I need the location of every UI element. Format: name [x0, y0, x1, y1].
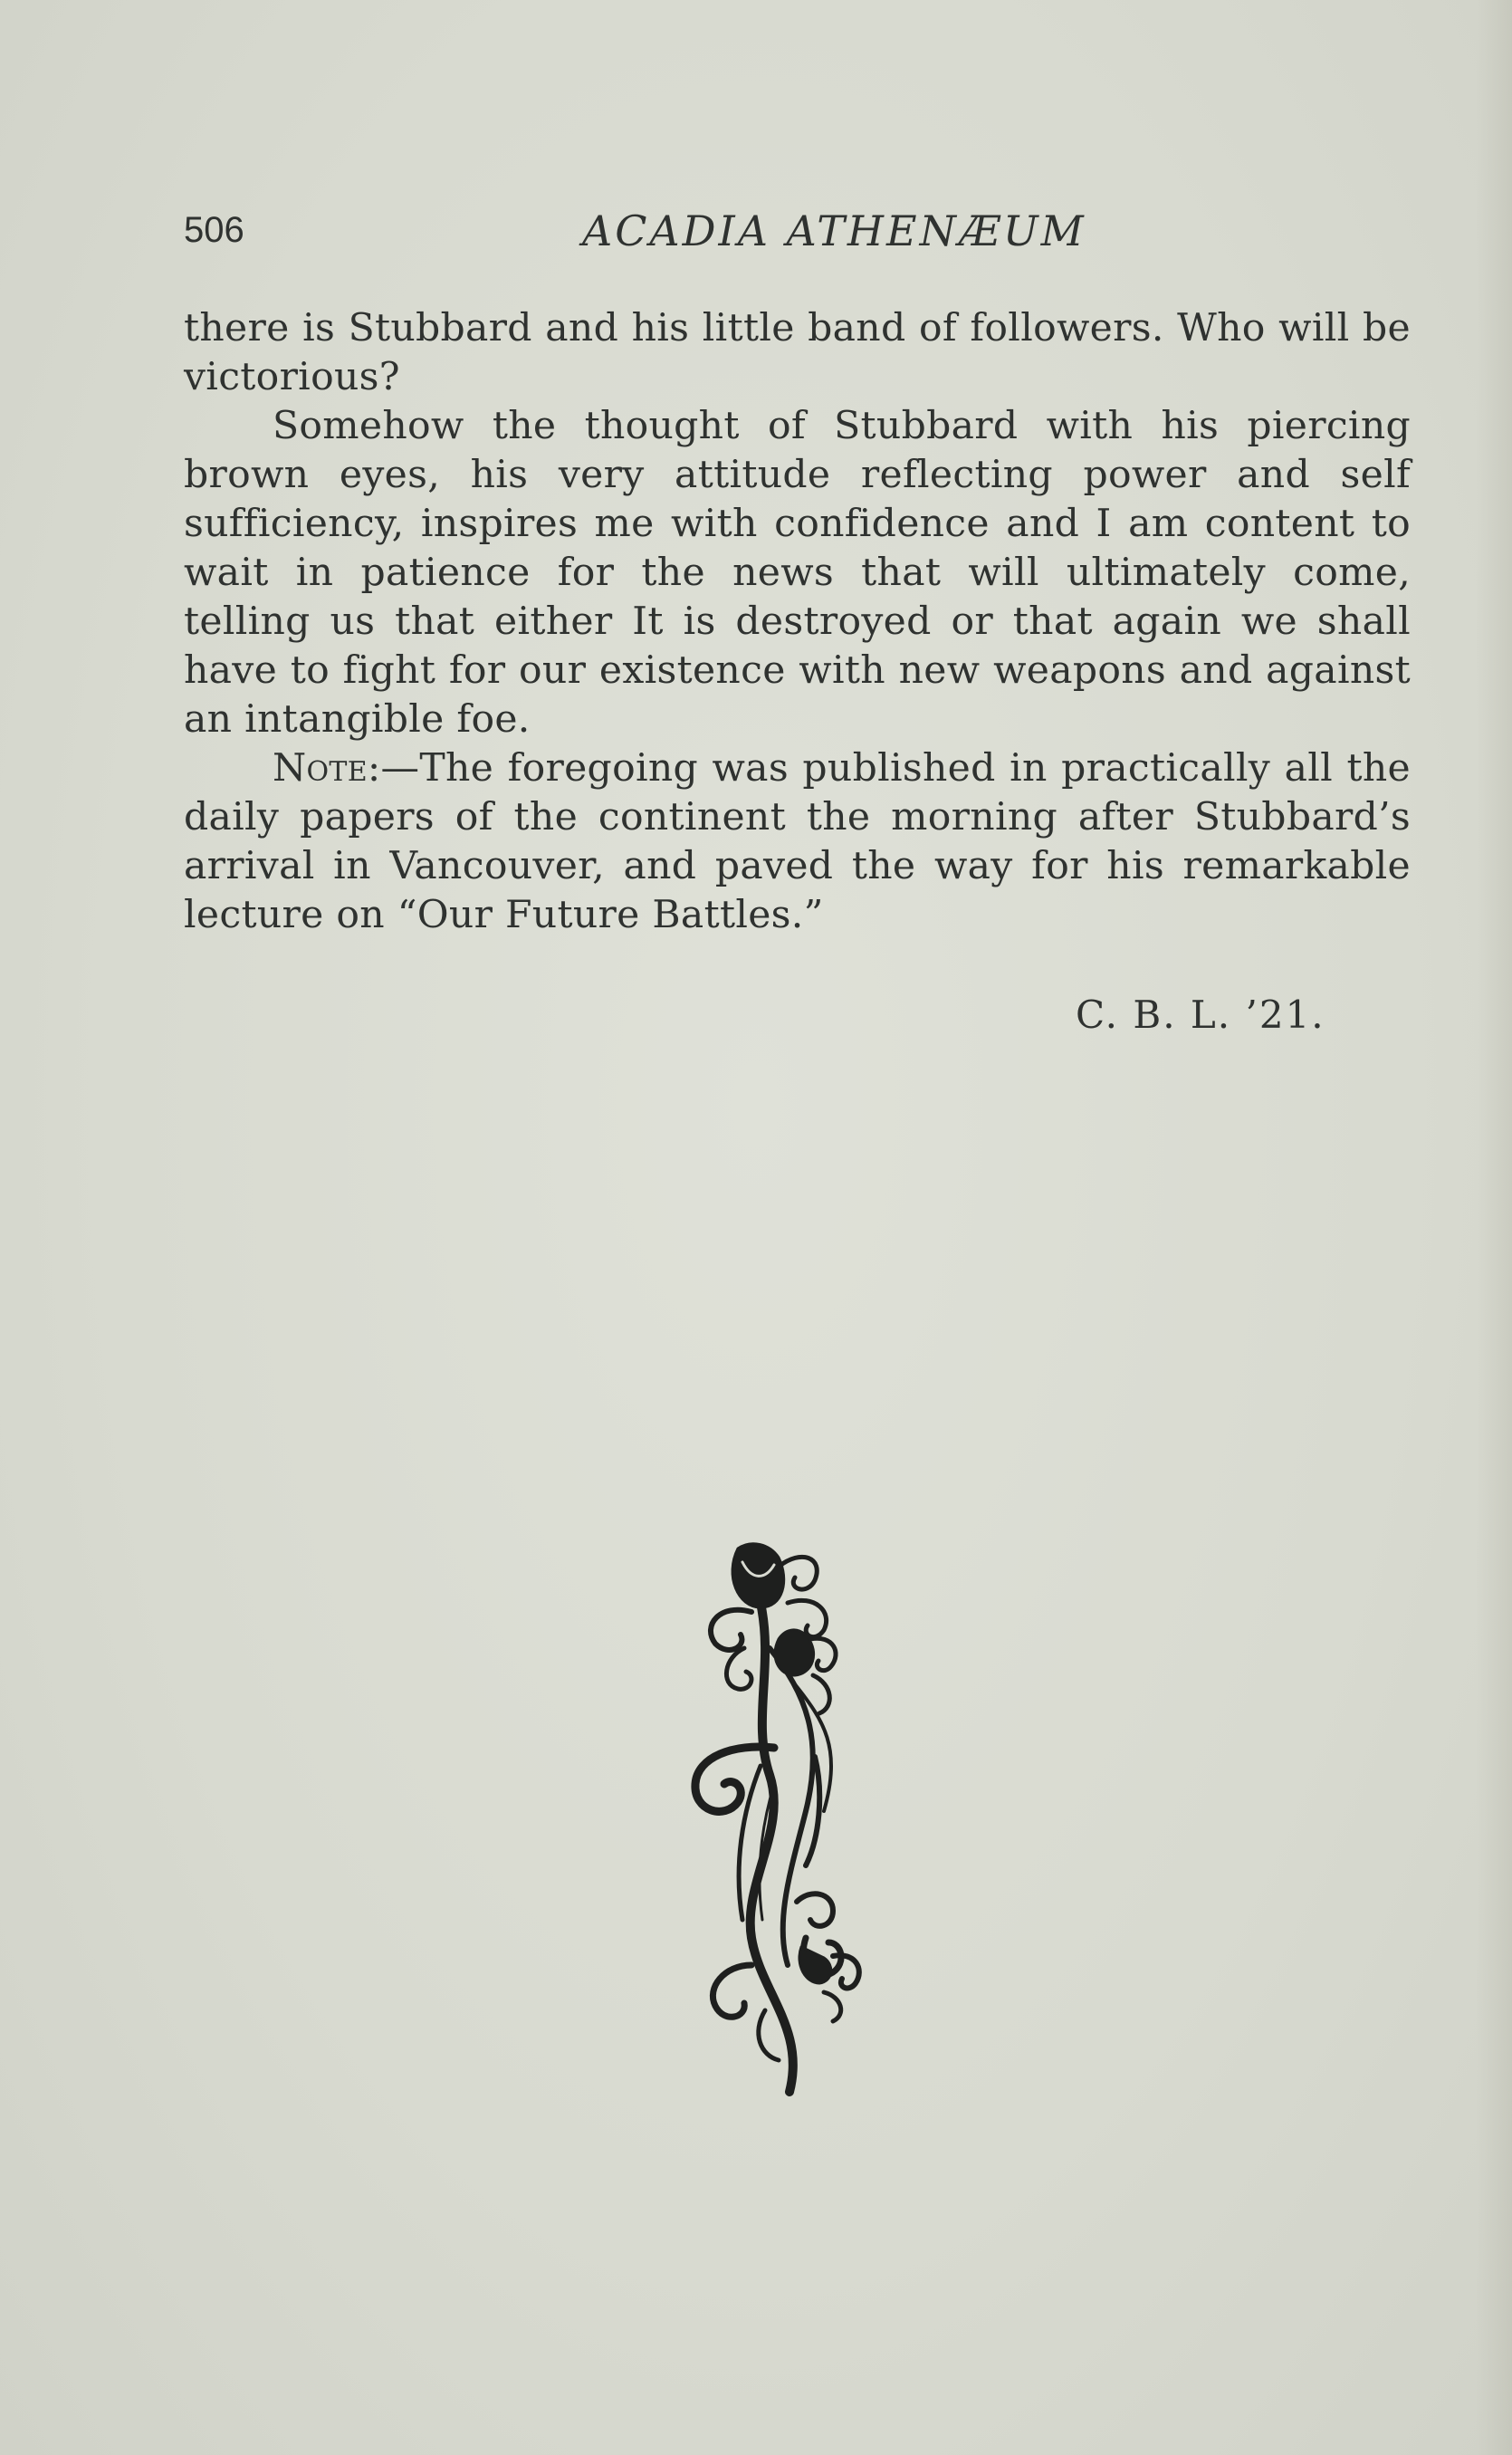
note-paragraph [184, 744, 1411, 940]
page-number: 506 [184, 210, 244, 250]
body-text [184, 304, 1411, 940]
paragraph-continued: there is Stubbard and his little band of followers. Who will be victorious? [184, 306, 1411, 399]
page-header [184, 206, 1411, 264]
paragraph-somehow: Somehow the thought of Stubbard with his piercing brown eyes, his very attitude reflecting power and self sufficiency, inspires me with confidence and I am content to wait in patience for the news that will ultimately come, telling us that either It is destroyed or that again we shall have to fight for our existence with new weapons and against an intangible foe. [184, 404, 1411, 742]
note-label: Note [273, 746, 368, 791]
note-text: :—The foregoing was published in practically all the daily papers of the continent the morning after Stubbard’s arrival in Vancouver, and paved the way for his remarkable lecture on “Our Future Battles.” [184, 746, 1411, 937]
running-head: ACADIA ATHENÆUM [582, 206, 1086, 255]
page-edge-shadow [1476, 0, 1512, 2455]
author-signature: C. B. L. ’21. [1076, 993, 1325, 1037]
floral-vine-ornament-icon [688, 1539, 905, 2110]
